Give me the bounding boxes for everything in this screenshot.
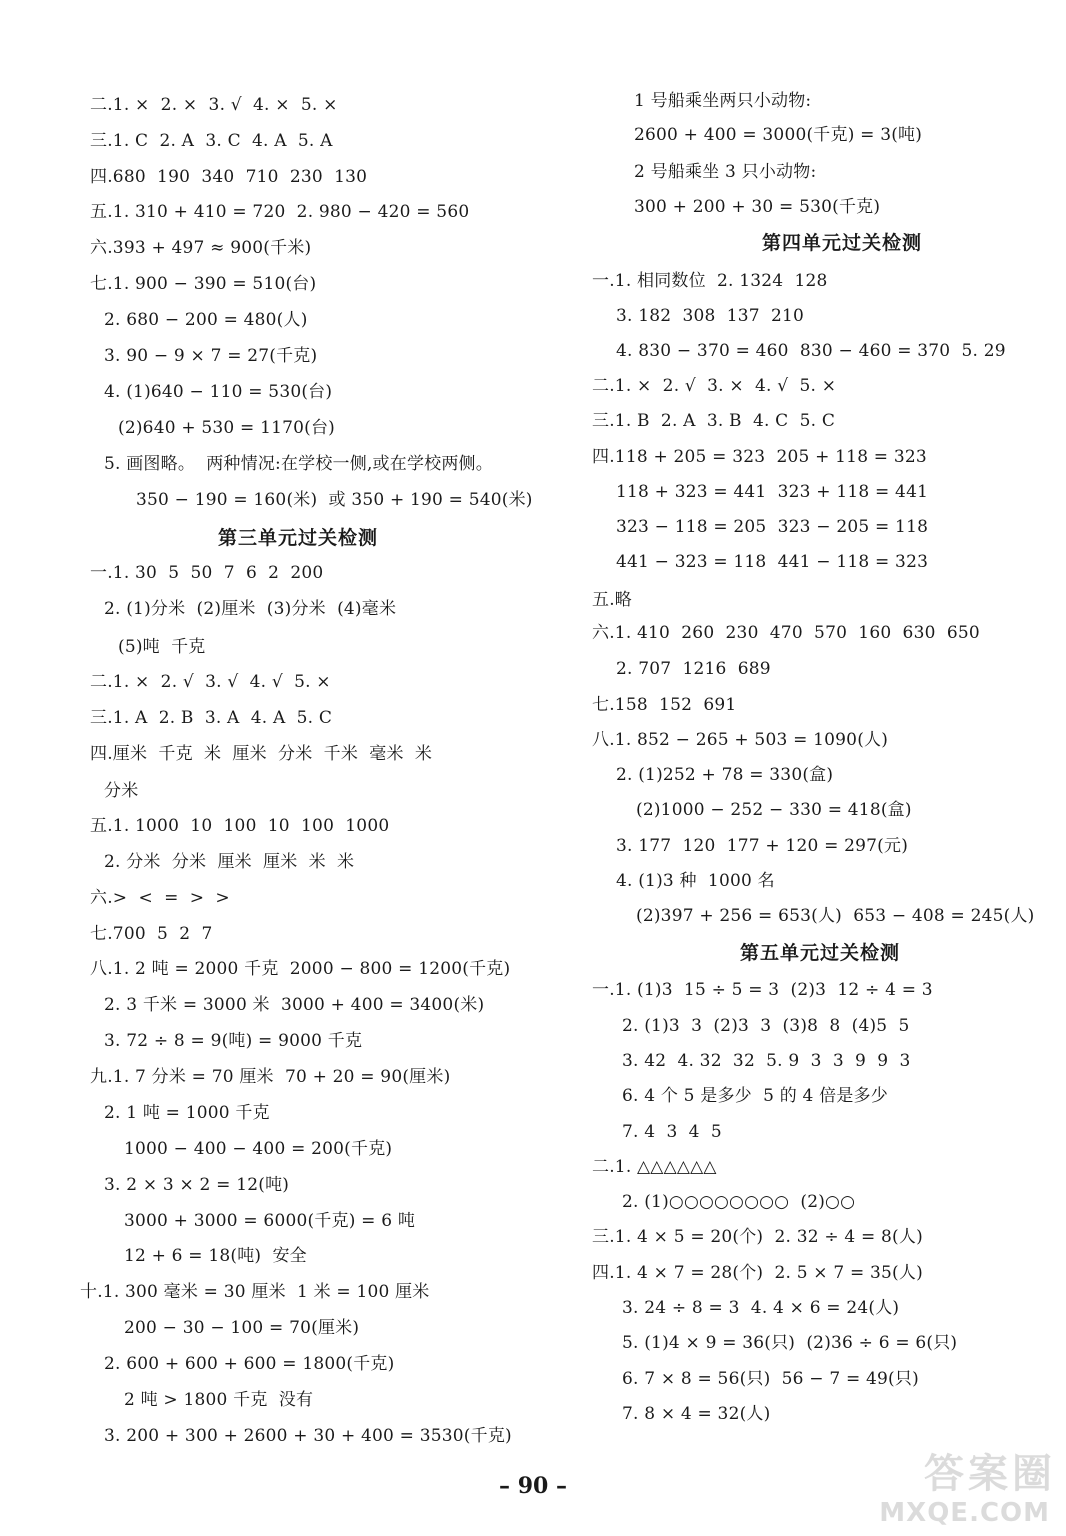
answer-line: 1 号船乘坐两只小动物: <box>634 91 812 111</box>
answer-line: 2. 分米 分米 厘米 厘米 米 米 <box>104 852 355 872</box>
answer-line: 300 + 200 + 30 = 530(千克) <box>634 197 881 217</box>
answer-line: 3. 42 4. 32 32 5. 9 3 3 9 9 3 <box>622 1051 911 1071</box>
answer-line: 3. 200 + 300 + 2600 + 30 + 400 = 3530(千克) <box>104 1426 512 1446</box>
answer-line: 四.680 190 340 710 230 130 <box>90 167 368 187</box>
answer-line: 7. 4 3 4 5 <box>622 1122 722 1142</box>
answer-line: 6. 4 个 5 是多少 5 的 4 倍是多少 <box>622 1086 888 1106</box>
watermark <box>879 1442 1056 1528</box>
answer-line: 一.1. (1)3 15 ÷ 5 = 3 (2)3 12 ÷ 4 = 3 <box>592 980 933 1000</box>
answer-line: 2. 680 − 200 = 480(人) <box>104 310 308 330</box>
answer-line: 2600 + 400 = 3000(千克) = 3(吨) <box>634 125 923 145</box>
answer-line: 一.1. 30 5 50 7 6 2 200 <box>90 563 324 583</box>
answer-line: 3000 + 3000 = 6000(千克) = 6 吨 <box>124 1211 416 1231</box>
section-heading: 第四单元过关检测 <box>762 232 923 254</box>
answer-line: 一.1. 相同数位 2. 1324 128 <box>592 271 828 291</box>
answer-line: 四.1. 4 × 7 = 28(个) 2. 5 × 7 = 35(人) <box>592 1263 923 1283</box>
answer-line: 4. 830 − 370 = 460 830 − 460 = 370 5. 29 <box>616 341 1006 361</box>
answer-line: 八.1. 2 吨 = 2000 千克 2000 − 800 = 1200(千克) <box>90 959 511 979</box>
answer-line: 七.700 5 2 7 <box>90 924 213 944</box>
answer-line: 三.1. A 2. B 3. A 4. A 5. C <box>90 708 333 728</box>
watermark-url: MXQE.COM <box>879 1498 1050 1528</box>
section-heading: 第五单元过关检测 <box>740 942 901 964</box>
answer-line: 3. 90 − 9 × 7 = 27(千克) <box>104 346 318 366</box>
answer-line: 二.1. × 2. √ 3. × 4. √ 5. × <box>592 376 837 396</box>
answer-line: 2. (1)分米 (2)厘米 (3)分米 (4)毫米 <box>104 599 397 619</box>
answer-line: 五.1. 1000 10 100 10 100 1000 <box>90 816 390 836</box>
answer-line: 四.厘米 千克 米 厘米 分米 千米 毫米 米 <box>90 744 433 764</box>
answer-line: 3. 72 ÷ 8 = 9(吨) = 9000 千克 <box>104 1031 363 1051</box>
page-number: – 90 – <box>499 1473 567 1499</box>
answer-line: 323 − 118 = 205 323 − 205 = 118 <box>616 517 929 537</box>
answer-line: 2. 1 吨 = 1000 千克 <box>104 1103 270 1123</box>
answer-line: 2. 600 + 600 + 600 = 1800(千克) <box>104 1354 395 1374</box>
answer-line: 九.1. 7 分米 = 70 厘米 70 + 20 = 90(厘米) <box>90 1067 451 1087</box>
answer-line: 2. (1)○○○○○○○○ (2)○○ <box>622 1192 856 1212</box>
answer-line: 3. 2 × 3 × 2 = 12(吨) <box>104 1175 290 1195</box>
answer-line: 六.393 + 497 ≈ 900(千米) <box>90 238 312 258</box>
answer-line: 五.略 <box>592 590 633 610</box>
answer-line: 3. 24 ÷ 8 = 3 4. 4 × 6 = 24(人) <box>622 1298 900 1318</box>
watermark-logo-text: 答案圈 <box>924 1451 1056 1497</box>
answer-line: 4. (1)640 − 110 = 530(台) <box>104 382 333 402</box>
answer-line: 12 + 6 = 18(吨) 安全 <box>124 1246 307 1266</box>
answer-line: (2)397 + 256 = 653(人) 653 − 408 = 245(人) <box>636 906 1035 926</box>
answer-line: 2 吨 > 1800 千克 没有 <box>124 1390 314 1410</box>
answer-line: 3. 182 308 137 210 <box>616 306 805 326</box>
answer-line: 二.1. △△△△△△ <box>592 1157 717 1177</box>
answer-line: 3. 177 120 177 + 120 = 297(元) <box>616 836 909 856</box>
answer-line: 八.1. 852 − 265 + 503 = 1090(人) <box>592 730 889 750</box>
answer-line: 2. 3 千米 = 3000 米 3000 + 400 = 3400(米) <box>104 995 485 1015</box>
answer-line: 四.118 + 205 = 323 205 + 118 = 323 <box>592 447 927 467</box>
answer-line: 7. 8 × 4 = 32(人) <box>622 1404 771 1424</box>
answer-line: 2 号船乘坐 3 只小动物: <box>634 162 817 182</box>
answer-line: 118 + 323 = 441 323 + 118 = 441 <box>616 482 929 502</box>
answer-line: 十.1. 300 毫米 = 30 厘米 1 米 = 100 厘米 <box>80 1282 430 1302</box>
section-heading: 第三单元过关检测 <box>218 527 379 549</box>
answer-line: 6. 7 × 8 = 56(只) 56 − 7 = 49(只) <box>622 1369 919 1389</box>
answer-line: 三.1. B 2. A 3. B 4. C 5. C <box>592 411 836 431</box>
answer-line: 六.> < = > > <box>90 888 230 908</box>
answer-line: (2)1000 − 252 − 330 = 418(盒) <box>636 800 912 820</box>
answer-line: 350 − 190 = 160(米) 或 350 + 190 = 540(米) <box>136 490 533 510</box>
answer-line: 二.1. × 2. √ 3. √ 4. √ 5. × <box>90 672 331 692</box>
answer-line: 5. (1)4 × 9 = 36(只) (2)36 ÷ 6 = 6(只) <box>622 1333 958 1353</box>
answer-line: 200 − 30 − 100 = 70(厘米) <box>124 1318 360 1338</box>
answer-line: 2. 707 1216 689 <box>616 659 771 679</box>
answer-line: 5. 画图略。 两种情况:在学校一侧,或在学校两侧。 <box>104 454 493 474</box>
answer-line: 分米 <box>104 781 139 801</box>
answer-line: 2. (1)252 + 78 = 330(盒) <box>616 765 834 785</box>
answer-line: 五.1. 310 + 410 = 720 2. 980 − 420 = 560 <box>90 202 470 222</box>
answer-line: 三.1. C 2. A 3. C 4. A 5. A <box>90 131 333 151</box>
answer-line: (2)640 + 530 = 1170(台) <box>118 418 336 438</box>
answer-line: 4. (1)3 种 1000 名 <box>616 871 775 891</box>
answer-line: 六.1. 410 260 230 470 570 160 630 650 <box>592 623 980 643</box>
answer-line: 1000 − 400 − 400 = 200(千克) <box>124 1139 393 1159</box>
answer-line: 七.158 152 691 <box>592 695 737 715</box>
answer-line: 2. (1)3 3 (2)3 3 (3)8 8 (4)5 5 <box>622 1016 910 1036</box>
answer-line: 二.1. × 2. × 3. √ 4. × 5. × <box>90 95 338 115</box>
answer-line: 441 − 323 = 118 441 − 118 = 323 <box>616 552 929 572</box>
answer-line: (5)吨 千克 <box>118 637 206 657</box>
answer-line: 三.1. 4 × 5 = 20(个) 2. 32 ÷ 4 = 8(人) <box>592 1227 923 1247</box>
answer-line: 七.1. 900 − 390 = 510(台) <box>90 274 317 294</box>
